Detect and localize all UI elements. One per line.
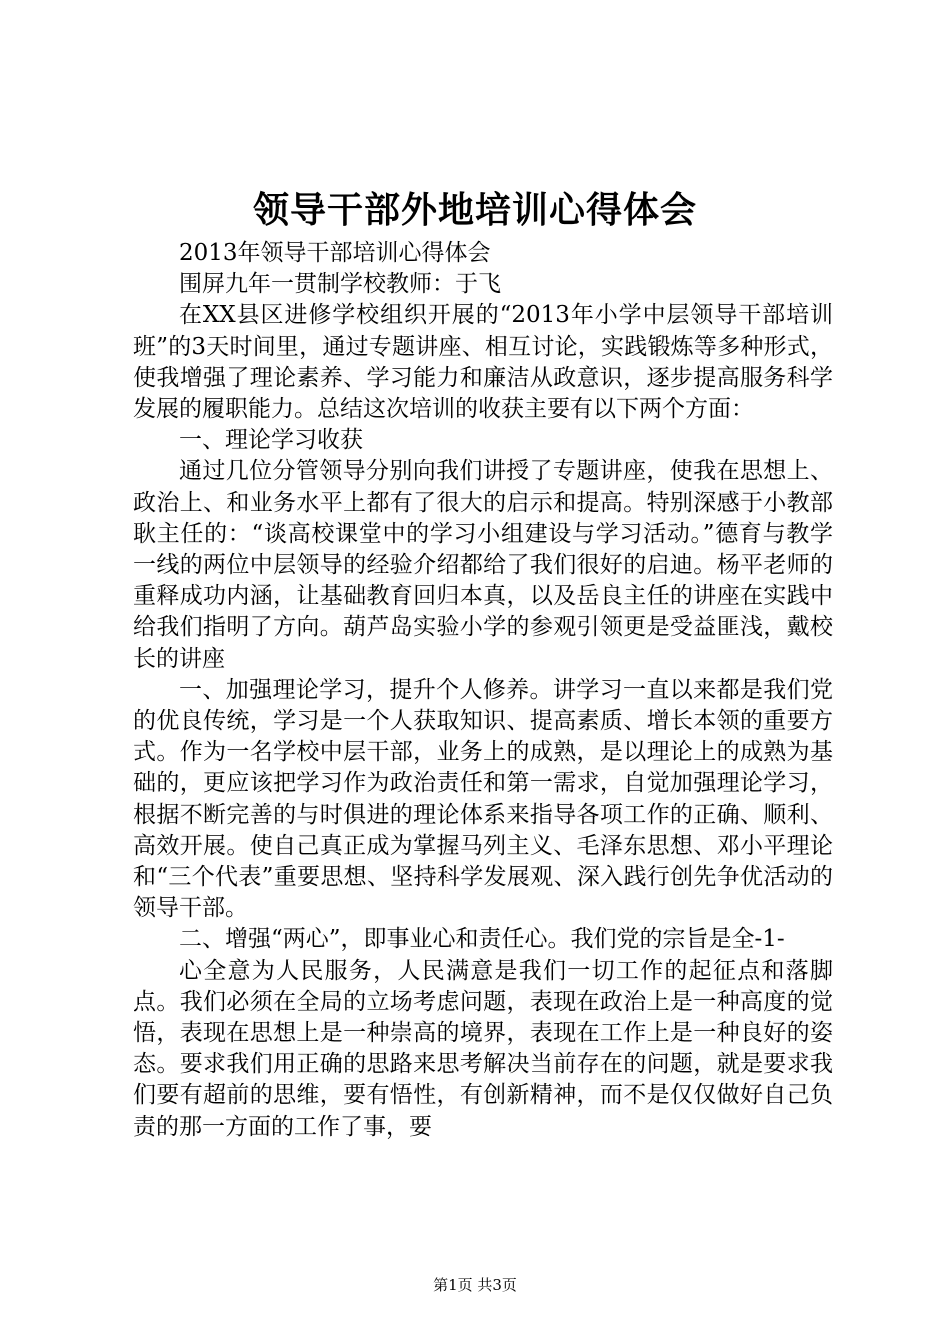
- paragraph-author: 围屏九年一贯制学校教师：于飞: [179, 271, 501, 298]
- section-heading-theory: 一、理论学习收获: [179, 427, 363, 454]
- paragraph-continuation: 心全意为人民服务，人民满意是我们一切工作的起征点和落脚点。我们必须在全局的立场考虑问题，表现在政治上是一种高度的觉悟，表现在思想上是一种崇高的境界，表现在工作上是一种良好的姿态。要求我们用正确的思路来思考解决当前存在的问题，就是要求我们要有超前的思维，要有悟性，有创新精神，而不是仅仅做好自己负责的那一方面的工作了事，要: [133, 957, 833, 1140]
- paragraph-intro: 在XX县区进修学校组织开展的“2013年小学中层领导干部培训班”的3天时间里，通过专题讲座、相互讨论，实践锻炼等多种形式，使我增强了理论素养、学习能力和廉洁从政意识，逐步提高服务科学发展的履职能力。总结这次培训的收获主要有以下两个方面：: [133, 302, 833, 423]
- document-title: 领导干部外地培训心得体会: [252, 189, 697, 231]
- paragraph-point-two: 二、增强“两心”，即事业心和责任心。我们党的宗旨是全-1-: [179, 926, 785, 953]
- paragraph-subtitle: 2013年领导干部培训心得体会: [179, 240, 491, 266]
- paragraph-lectures: 通过几位分管领导分别向我们讲授了专题讲座，使我在思想上、政治上、和业务水平上都有了很大的启示和提高。特别深感于小教部耿主任的：“谈高校课堂中的学习小组建设与学习活动。”德育与教学一线的两位中层领导的经验介绍都给了我们很好的启迪。杨平老师的重释成功内涵，让基础教育回归本真，以及岳良主任的讲座在实践中给我们指明了方向。葫芦岛实验小学的参观引领更是受益匪浅，戴校长的讲座: [133, 458, 833, 672]
- page-footer: 第1页 共3页: [433, 1276, 517, 1294]
- paragraph-point-one: 一、加强理论学习，提升个人修养。讲学习一直以来都是我们党的优良传统，学习是一个人获取知识、提高素质、增长本领的重要方式。作为一名学校中层干部，业务上的成熟，是以理论上的成熟为基础的，更应该把学习作为政治责任和第一需求，自觉加强理论学习，根据不断完善的与时俱进的理论体系来指导各项工作的正确、顺利、高效开展。使自己真正成为掌握马列主义、毛泽东思想、邓小平理论和“三个代表”重要思想、坚持科学发展观、深入践行创先争优活动的领导干部。: [133, 676, 833, 922]
- document-body: [133, 238, 833, 1143]
